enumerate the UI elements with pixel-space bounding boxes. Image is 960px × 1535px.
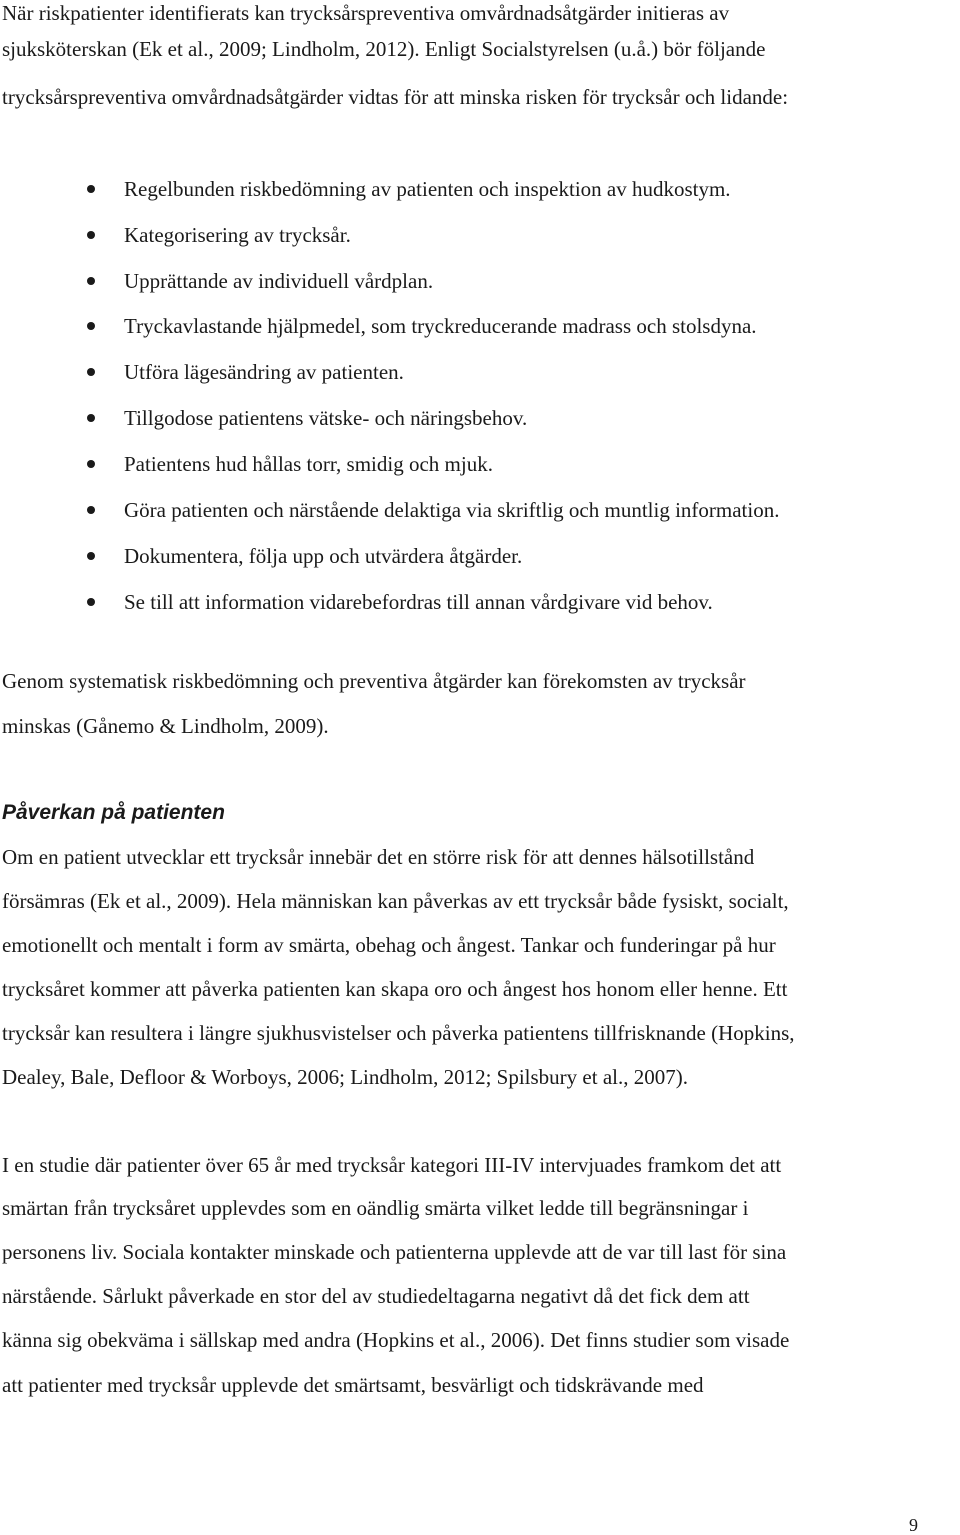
list-item-text: Upprättande av individuell vårdplan.: [124, 269, 434, 293]
bullet-icon: [87, 277, 95, 285]
bullet-icon: [87, 322, 95, 330]
paragraph-line: smärtan från trycksåret upplevdes som en oändlig smärta vilket ledde till begränsningar i: [2, 1196, 749, 1220]
summary-line-2: minskas (Gånemo & Lindholm, 2009).: [2, 714, 329, 738]
list-item-text: Se till att information vidarebefordras till annan vårdgivare vid behov.: [124, 590, 713, 614]
paragraph-line: trycksår kan resultera i längre sjukhusvistelser och påverka patientens tillfrisknande (Hopkins,: [2, 1021, 795, 1045]
intro-line-3: trycksårspreventiva omvårdnadsåtgärder vidtas för att minska risken för trycksår och lidande:: [2, 85, 789, 109]
paragraph-line: Dealey, Bale, Defloor & Worboys, 2006; Lindholm, 2012; Spilsbury et al., 2007).: [2, 1065, 688, 1089]
list-item-text: Utföra lägesändring av patienten.: [124, 360, 404, 384]
list-item-text: Regelbunden riskbedömning av patienten och inspektion av hudkostym.: [124, 177, 731, 201]
paragraph-line: trycksåret kommer att påverka patienten kan skapa oro och ångest hos honom eller henne. Ett: [2, 977, 788, 1001]
summary-line-1: Genom systematisk riskbedömning och preventiva åtgärder kan förekomsten av trycksår: [2, 669, 746, 693]
section-heading: Påverkan på patienten: [2, 801, 225, 824]
paragraph-line: känna sig obekväma i sällskap med andra (Hopkins et al., 2006). Det finns studier som visade: [2, 1328, 790, 1352]
bullet-icon: [87, 368, 95, 376]
paragraph-line: närstående. Sårlukt påverkade en stor del av studiedeltagarna negativt då det fick dem att: [2, 1284, 750, 1308]
paragraph-line: emotionellt och mentalt i form av smärta, obehag och ångest. Tankar och funderingar på hur: [2, 933, 776, 957]
paragraph-line: att patienter med trycksår upplevde det smärtsamt, besvärligt och tidskrävande med: [2, 1373, 704, 1397]
bullet-icon: [87, 506, 95, 514]
list-item-text: Dokumentera, följa upp och utvärdera åtgärder.: [124, 544, 523, 568]
paragraph-line: personens liv. Sociala kontakter minskade och patienterna upplevde att de var till last för sina: [2, 1240, 787, 1264]
list-item-text: Kategorisering av trycksår.: [124, 223, 351, 247]
bullet-icon: [87, 552, 95, 560]
bullet-icon: [87, 185, 95, 193]
intro-line-2: sjuksköterskan (Ek et al., 2009; Lindholm, 2012). Enligt Socialstyrelsen (u.å.) bör följande: [2, 37, 766, 61]
list-item-text: Göra patienten och närstående delaktiga via skriftlig och muntlig information.: [124, 498, 780, 522]
list-item-text: Tillgodose patientens vätske- och näringsbehov.: [124, 406, 528, 430]
paragraph-line: Om en patient utvecklar ett trycksår innebär det en större risk för att dennes hälsotillstånd: [2, 845, 755, 869]
paragraph-line: I en studie där patienter över 65 år med trycksår kategori III-IV intervjuades framkom det att: [2, 1153, 782, 1177]
list-item-text: Tryckavlastande hjälpmedel, som tryckreducerande madrass och stolsdyna.: [124, 314, 757, 338]
bullet-icon: [87, 460, 95, 468]
paragraph-line: försämras (Ek et al., 2009). Hela människan kan påverkas av ett trycksår både fysiskt, socialt,: [2, 889, 789, 913]
intro-line-1: När riskpatienter identifierats kan trycksårspreventiva omvårdnadsåtgärder initieras av: [2, 1, 730, 25]
list-item-text: Patientens hud hållas torr, smidig och mjuk.: [124, 452, 493, 476]
bullet-icon: [87, 231, 95, 239]
bullet-icon: [87, 414, 95, 422]
bullet-icon: [87, 598, 95, 606]
page-number: 9: [909, 1515, 918, 1535]
